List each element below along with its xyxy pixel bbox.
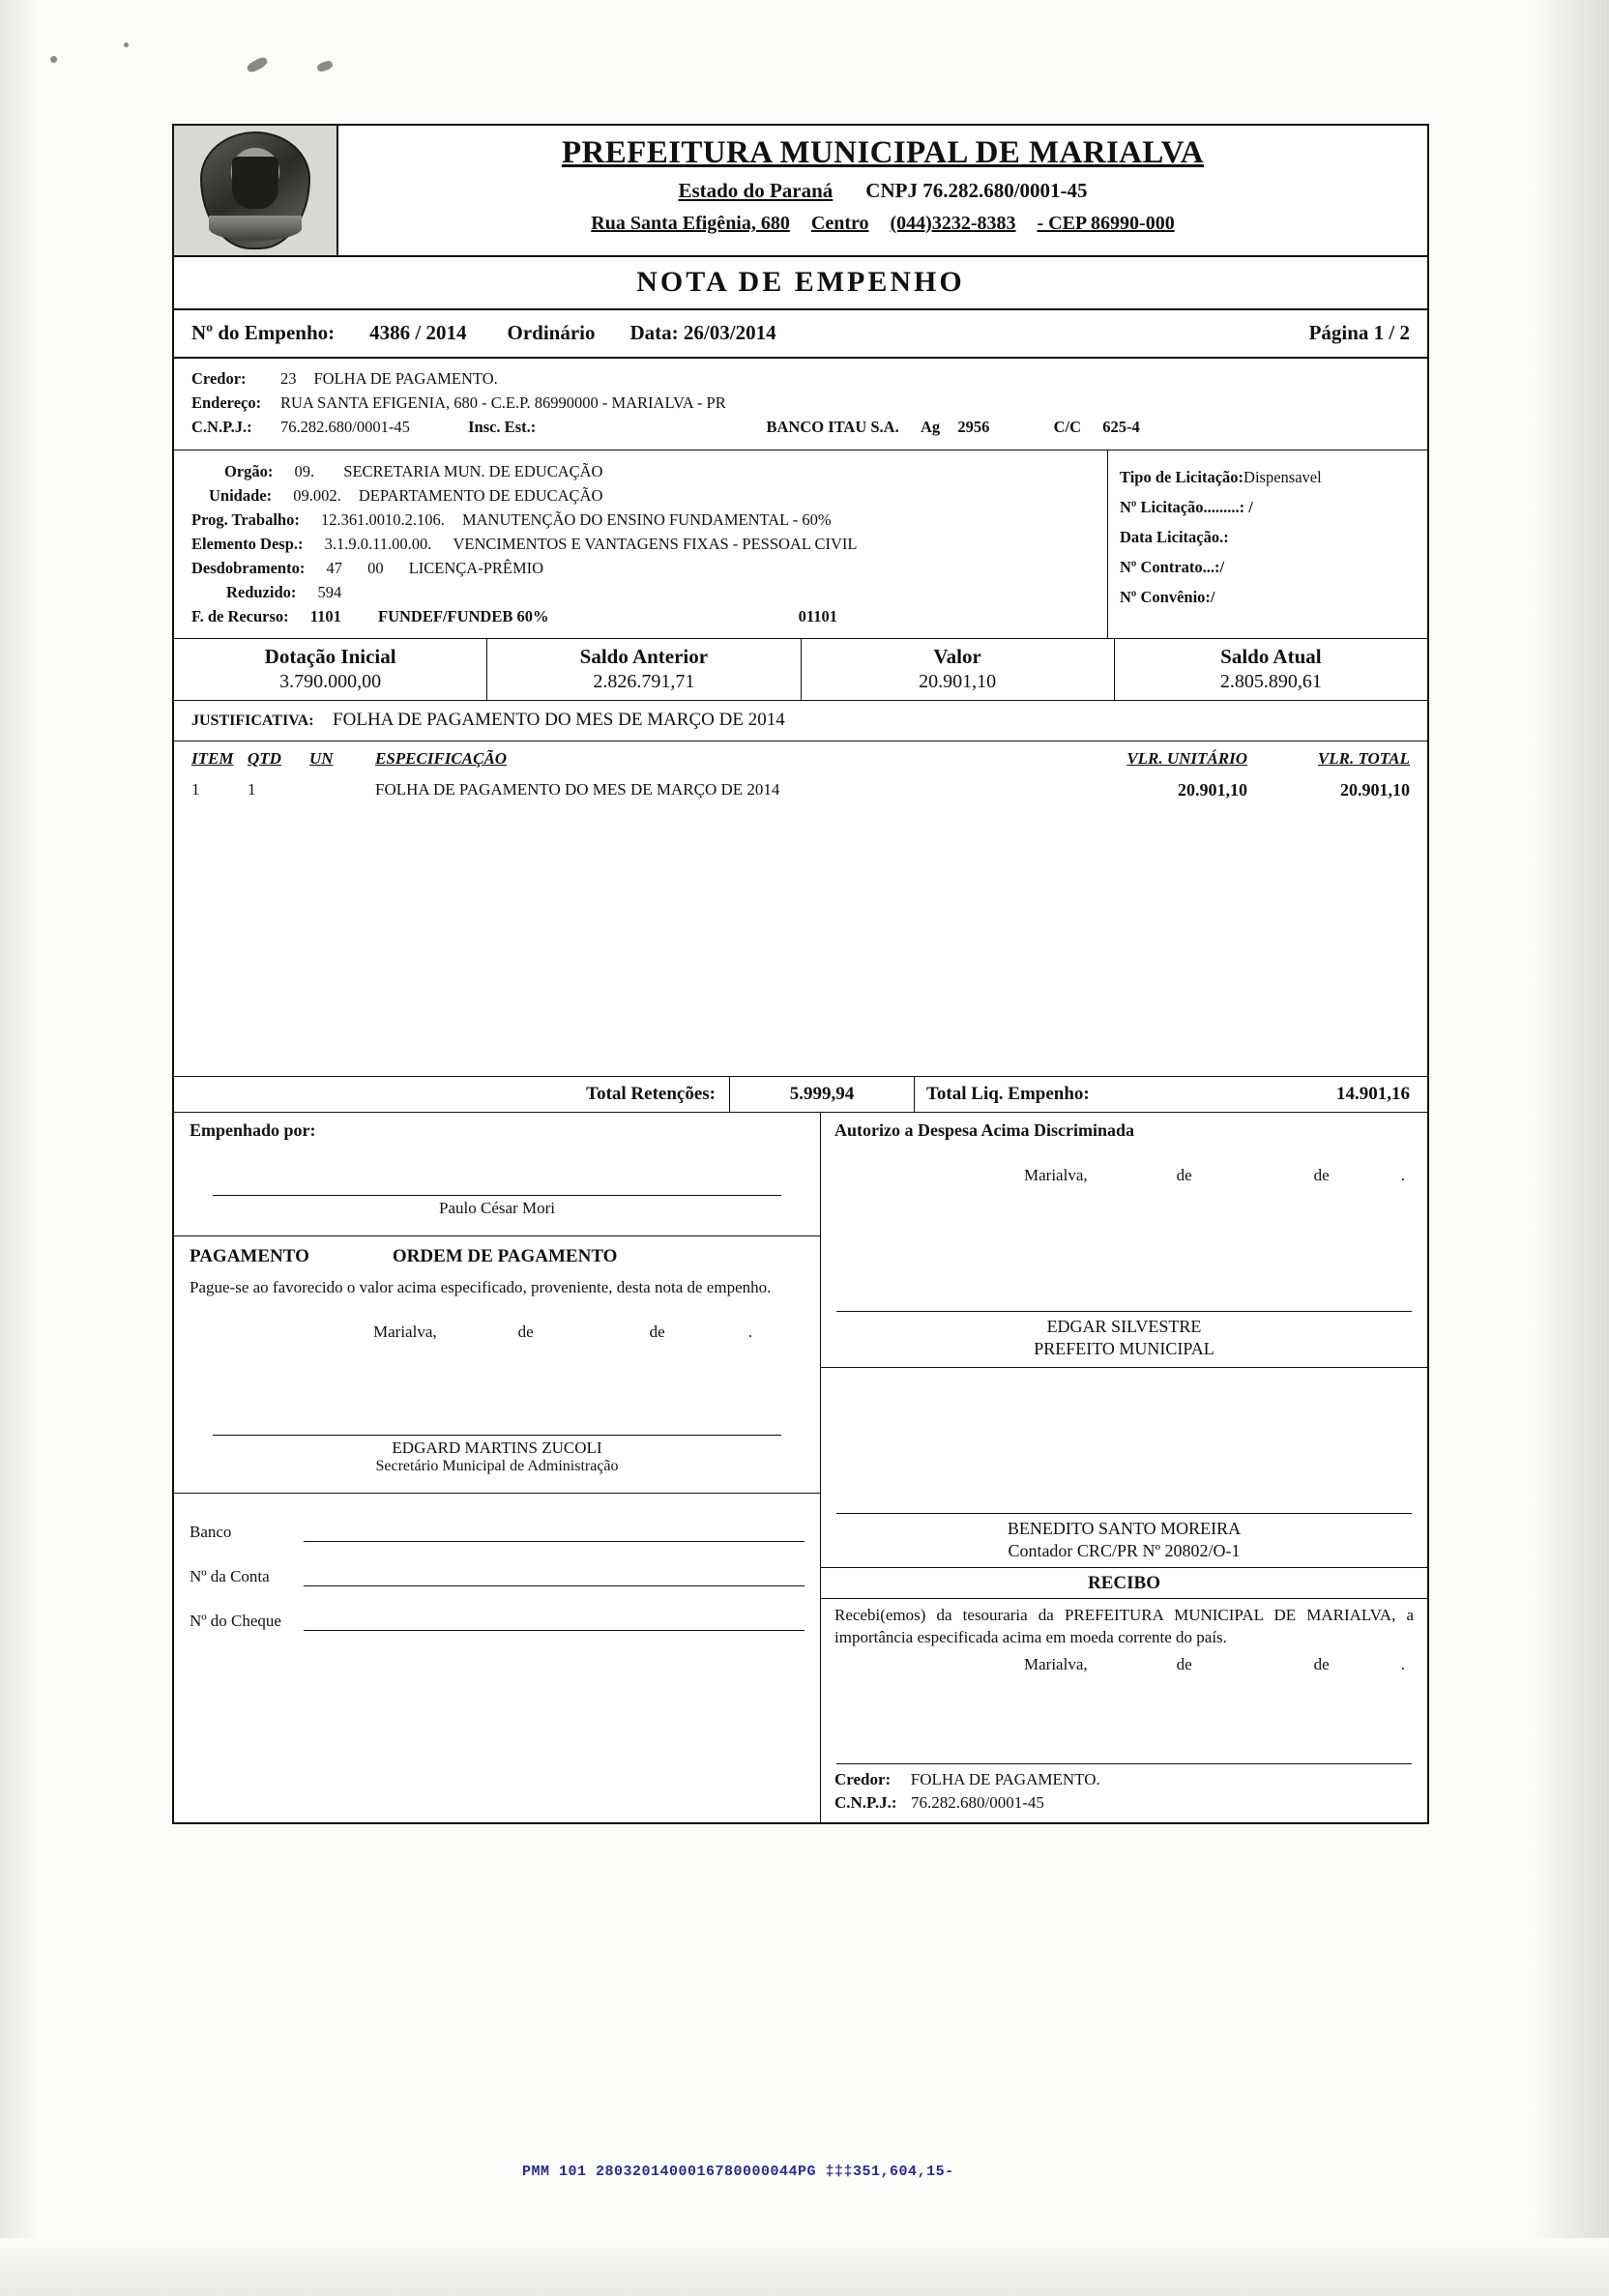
banco-name: BANCO ITAU S.A.	[766, 418, 899, 436]
empenho-document	[172, 124, 1429, 1824]
prog-trabalho-line	[191, 510, 1107, 530]
elemento-despesa-line	[191, 535, 1107, 554]
empenhado-por-label: Empenhado por:	[190, 1120, 316, 1140]
conta-label: C/C	[1053, 418, 1082, 436]
cheque-input-line[interactable]	[304, 1613, 804, 1631]
valor-value: 20.901,10	[919, 671, 997, 692]
city-crest-icon	[174, 126, 338, 255]
col-item: ITEM	[191, 749, 234, 768]
desdobramento-label: Desdobramento:	[191, 559, 306, 577]
valor-cell	[802, 639, 1115, 700]
scan-edge-left	[0, 0, 39, 2296]
orgao-block	[174, 450, 1108, 638]
credor-code: 23	[280, 369, 297, 388]
pagamento-signature-block	[174, 1435, 820, 1475]
cell-especificacao: FOLHA DE PAGAMENTO DO MES DE MARÇO DE 2014	[375, 780, 780, 799]
recurso-desc: FUNDEF/FUNDEB 60%	[378, 607, 549, 625]
header-address-line	[338, 213, 1427, 235]
reduzido-label: Reduzido:	[226, 583, 297, 601]
pagamento-de-1: de	[517, 1322, 534, 1341]
endereco-line	[191, 393, 1410, 413]
banco-label: Banco	[190, 1522, 232, 1541]
phone-text: (044)3232-8383	[890, 213, 1016, 234]
pagamento-signer-name: EDGARD MARTINS ZUCOLI	[392, 1438, 602, 1457]
recibo-credor-label: Credor:	[834, 1769, 892, 1788]
banco-input-line[interactable]	[304, 1525, 804, 1542]
address-text: Rua Santa Efigênia, 680	[591, 213, 790, 234]
banco-field[interactable]	[190, 1523, 804, 1542]
credor-label: Credor:	[191, 369, 247, 388]
agencia-label: Ag	[920, 418, 941, 436]
recibo-title: RECIBO	[821, 1567, 1427, 1599]
orgao-licitacao-section	[174, 450, 1427, 639]
document-header	[174, 126, 1427, 257]
orgao-label: Orgão:	[224, 462, 274, 480]
conta-label: Nº da Conta	[190, 1566, 270, 1585]
pagamento-city: Marialva,	[373, 1322, 437, 1341]
autorizo-city: Marialva,	[1024, 1166, 1088, 1184]
dotacao-inicial-cell	[174, 639, 487, 700]
recurso-right-code: 01101	[798, 607, 837, 625]
saldo-atual-cell	[1115, 639, 1427, 700]
scan-edge-bottom	[0, 2238, 1609, 2296]
col-qtd: QTD	[248, 749, 281, 768]
unidade-desc: DEPARTAMENTO DE EDUCAÇÃO	[358, 486, 603, 505]
saldo-atual-label: Saldo Atual	[1220, 645, 1322, 668]
recibo-credor-value: FOLHA DE PAGAMENTO.	[910, 1769, 1100, 1788]
recibo-credor-block	[821, 1764, 1427, 1822]
cnpj-label: C.N.P.J.:	[191, 418, 252, 436]
unidade-code: 09.002.	[293, 486, 341, 505]
credor-line	[191, 369, 1410, 389]
prog-label: Prog. Trabalho:	[191, 510, 300, 529]
recibo-date-line	[821, 1649, 1427, 1674]
retencoes-row	[174, 1076, 1427, 1113]
cell-item: 1	[191, 780, 200, 799]
saldo-anterior-value: 2.826.791,71	[593, 671, 695, 692]
pagamento-signature-line	[213, 1435, 781, 1436]
cell-un	[309, 780, 375, 800]
conta-field[interactable]	[190, 1567, 804, 1586]
tipo-licitacao-line	[1120, 468, 1427, 487]
signatures-right-column	[821, 1113, 1427, 1822]
saldo-anterior-cell	[487, 639, 801, 700]
endereco-label: Endereço:	[191, 393, 262, 412]
autorizo-date-line	[821, 1141, 1427, 1185]
header-state-cnpj	[338, 179, 1427, 203]
recibo-dot: .	[1400, 1654, 1405, 1673]
prog-desc: MANUTENÇÃO DO ENSINO FUNDAMENTAL - 60%	[461, 510, 832, 529]
signatures-left-column	[174, 1113, 821, 1822]
autorizo-dot: .	[1400, 1166, 1405, 1184]
cell-vlr-unitario: 20.901,10	[1178, 780, 1247, 799]
empenho-summary-row	[174, 310, 1427, 359]
recibo-de-1: de	[1176, 1654, 1192, 1673]
empenhado-por-block	[174, 1113, 820, 1218]
state-label: Estado do Paraná	[678, 179, 834, 202]
saldo-anterior-label: Saldo Anterior	[579, 645, 709, 668]
reduzido-value: 594	[317, 583, 342, 601]
recurso-label: F. de Recurso:	[191, 607, 289, 625]
recibo-cnpj-label: C.N.P.J.:	[834, 1792, 897, 1812]
pagamento-de-2: de	[649, 1322, 665, 1341]
empenhado-por-signature-line	[213, 1195, 781, 1196]
recibo-de-2: de	[1313, 1654, 1330, 1673]
elemento-label: Elemento Desp.:	[191, 535, 304, 553]
dotacao-inicial-value: 3.790.000,00	[279, 671, 382, 692]
scan-speck	[50, 56, 57, 63]
pagamento-header	[174, 1236, 820, 1267]
orgao-line	[191, 462, 1107, 481]
desdobramento-code2: 00	[367, 559, 384, 577]
divider	[821, 1367, 1427, 1368]
items-table-body	[174, 774, 1427, 1064]
orgao-code: 09.	[294, 462, 315, 480]
total-retencoes-value: 5.999,94	[729, 1077, 915, 1112]
empenho-pagina: Página 1 / 2	[1308, 321, 1410, 344]
tipo-licitacao-label: Tipo de Licitação:	[1120, 468, 1244, 486]
items-table-header	[174, 741, 1427, 774]
desdobramento-code: 47	[326, 559, 342, 577]
prefeito-name: EDGAR SILVESTRE	[1046, 1317, 1202, 1336]
autorizo-de-1: de	[1176, 1166, 1192, 1184]
conta-value: 625-4	[1102, 418, 1140, 436]
justificativa-text: FOLHA DE PAGAMENTO DO MES DE MARÇO DE 2014	[333, 710, 785, 730]
empenho-data: Data: 26/03/2014	[629, 321, 776, 344]
data-licitacao-label: Data Licitação.:	[1120, 528, 1229, 546]
agencia-value: 2956	[957, 418, 990, 436]
autorizo-de-2: de	[1313, 1166, 1330, 1184]
district-text: Centro	[810, 213, 869, 234]
empenho-label: Nº do Empenho:	[191, 321, 336, 344]
scan-speck	[124, 43, 129, 47]
prefeito-block	[821, 1312, 1427, 1359]
credor-block	[174, 359, 1427, 450]
pagamento-date-line	[174, 1299, 820, 1342]
credor-name: FOLHA DE PAGAMENTO.	[313, 369, 498, 388]
tipo-licitacao-value: Dispensavel	[1243, 468, 1322, 486]
signatures-section	[174, 1113, 1427, 1822]
numero-licitacao-label: Nº Licitação.........: /	[1120, 498, 1253, 516]
header-text	[338, 126, 1427, 255]
numero-convenio-label: Nº Convênio:/	[1120, 588, 1215, 606]
empenho-tipo: Ordinário	[507, 321, 596, 344]
col-especificacao: ESPECIFICAÇÃO	[375, 749, 508, 768]
pagamento-dot: .	[747, 1322, 752, 1341]
col-vlr-total: VLR. TOTAL	[1317, 749, 1410, 768]
total-liquido-value: 14.901,16	[1336, 1084, 1410, 1104]
cell-vlr-total: 20.901,10	[1340, 780, 1410, 799]
cep-text: - CEP 86990-000	[1037, 213, 1175, 234]
col-un: UN	[309, 749, 334, 768]
conta-input-line[interactable]	[304, 1569, 804, 1586]
pagamento-title: PAGAMENTO	[190, 1246, 309, 1266]
recibo-credor-line	[834, 1770, 1414, 1789]
valor-label: Valor	[933, 645, 981, 668]
saldos-row	[174, 639, 1427, 701]
cell-qtd: 1	[248, 780, 256, 799]
pagamento-signer-role: Secretário Municipal de Administração	[375, 1457, 619, 1474]
bank-fields	[174, 1494, 820, 1646]
numero-contrato-label: Nº Contrato...:/	[1120, 558, 1225, 576]
unidade-line	[191, 486, 1107, 506]
endereco-value: RUA SANTA EFIGENIA, 680 - C.E.P. 86990000 - MARIALVA - PR	[280, 393, 726, 412]
justificativa-row	[174, 701, 1427, 741]
desdobramento-line	[191, 559, 1107, 578]
cnpj-value: 76.282.680/0001-45	[280, 418, 410, 436]
pagamento-text: Pague-se ao favorecido o valor acima especificado, proveniente, desta nota de empenho.	[190, 1278, 772, 1296]
fonte-recurso-line	[191, 607, 1107, 626]
elemento-desc: VENCIMENTOS E VANTAGENS FIXAS - PESSOAL CIVIL	[453, 535, 858, 553]
scan-edge-right	[1532, 0, 1609, 2296]
reduzido-line	[191, 583, 1107, 602]
dotacao-inicial-label: Dotação Inicial	[264, 645, 396, 668]
recurso-code: 1101	[309, 607, 341, 625]
justificativa-label: JUSTIFICATIVA:	[191, 712, 314, 729]
cheque-field[interactable]	[190, 1612, 804, 1631]
recibo-cnpj-value: 76.282.680/0001-45	[911, 1792, 1044, 1812]
total-liquido-label: Total Liq. Empenho:	[926, 1084, 1090, 1104]
saldo-atual-value: 2.805.890,61	[1219, 671, 1322, 692]
contador-block	[821, 1514, 1427, 1561]
recibo-text: Recebi(emos) da tesouraria da PREFEITURA MUNICIPAL DE MARIALVA, a importância especificada acima em moeda corrente do país.	[834, 1606, 1414, 1646]
desdobramento-desc: LICENÇA-PRÊMIO	[408, 559, 544, 577]
prog-code: 12.361.0010.2.106.	[320, 510, 445, 529]
total-retencoes-label: Total Retenções:	[586, 1084, 716, 1104]
autorizo-title: Autorizo a Despesa Acima Discriminada	[834, 1120, 1134, 1140]
col-vlr-unitario: VLR. UNITÁRIO	[1126, 749, 1247, 768]
cnpj-header: CNPJ 76.282.680/0001-45	[865, 179, 1088, 202]
empenho-number: 4386 / 2014	[369, 321, 467, 344]
prefeito-role: PREFEITO MUNICIPAL	[1034, 1338, 1214, 1358]
table-row	[174, 774, 1427, 800]
orgao-desc: SECRETARIA MUN. DE EDUCAÇÃO	[343, 462, 603, 480]
recibo-city: Marialva,	[1024, 1654, 1088, 1673]
footer-barcode-text: PMM 101 2803201400016780000044PG ‡‡‡351,604,15-	[522, 2164, 954, 2180]
ordem-pagamento-title: ORDEM DE PAGAMENTO	[392, 1246, 618, 1266]
contador-name: BENEDITO SANTO MOREIRA	[1007, 1519, 1242, 1538]
contador-role: Contador CRC/PR Nº 20802/O-1	[1008, 1540, 1241, 1560]
cheque-label: Nº do Cheque	[190, 1611, 281, 1630]
insc-est-label: Insc. Est.:	[468, 418, 537, 436]
licitacao-block	[1108, 450, 1427, 638]
document-type-band: NOTA DE EMPENHO	[174, 257, 1427, 310]
recibo-cnpj-line	[834, 1793, 1414, 1813]
empenhado-por-name: Paulo César Mori	[439, 1199, 555, 1217]
cnpj-line	[191, 418, 1410, 437]
elemento-code: 3.1.9.0.11.00.00.	[324, 535, 432, 553]
city-title: PREFEITURA MUNICIPAL DE MARIALVA	[561, 135, 1205, 170]
unidade-label: Unidade:	[209, 486, 273, 505]
